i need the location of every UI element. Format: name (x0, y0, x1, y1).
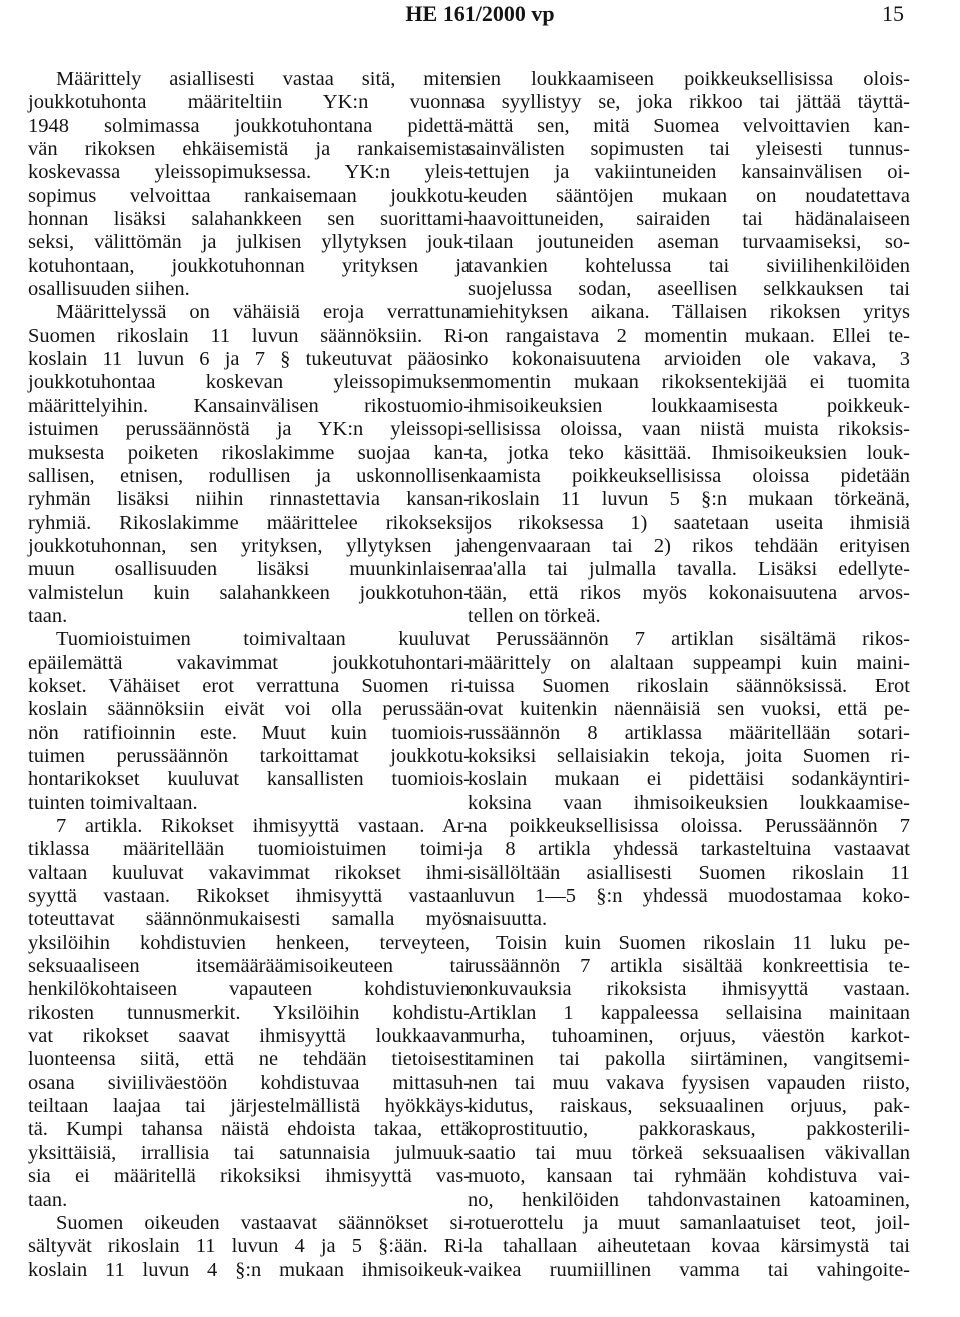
text-line: seksuaaliseen itsemääräämisoikeuteen tai (28, 955, 470, 978)
text-line: onkuvauksia rikoksista ihmisyyttä vastaan. (468, 978, 910, 1001)
text-line: luvun 1—5 §:n yhdessä muodostamaa koko- (468, 885, 910, 908)
text-line: ta, jotka teko käsittää. Ihmisoikeuksien louk- (468, 441, 910, 464)
text-line: ko kokonaisuutena arvioiden ole vakava, 3 (468, 348, 910, 371)
text-line: saatio tai muu törkeä seksuaalisen väkivallan (468, 1141, 910, 1164)
text-line: honnan lisäksi salahankkeen sen suorittami- (28, 208, 470, 231)
text-line: vaikea ruumiillinen vamma tai vahingoite- (468, 1258, 910, 1281)
text-line: sainvälisten sopimusten tai yleisesti tunnus- (468, 138, 910, 161)
text-line: hontarikokset kuuluvat kansallisten tuomiois- (28, 768, 470, 791)
text-line: sa syyllistyy se, joka rikkoo tai jättää täyttä- (468, 91, 910, 114)
text-line: nen tai muu vakava fyysisen vapauden riisto, (468, 1071, 910, 1094)
text-line: ryhmiä. Rikoslakimme määrittelee rikokseksi (28, 511, 470, 534)
text-line: koskevassa yleissopimuksessa. YK:n yleis- (28, 161, 470, 184)
text-line: syyttä vastaan. Rikokset ihmisyyttä vastaan (28, 885, 470, 908)
text-line: sien loukkaamiseen poikkeuksellisissa olois- (468, 68, 910, 90)
text-line: 7 artikla. Rikokset ihmisyyttä vastaan. Ar- (56, 815, 470, 837)
text-line: tettujen ja vakiintuneiden kansainvälisen oi- (468, 161, 910, 184)
text-line: Toisin kuin Suomen rikoslain 11 luku pe- (496, 931, 910, 954)
text-line: tä. Kumpi tahansa näistä ehdoista takaa, että (28, 1118, 470, 1141)
text-line: luonteensa siitä, että ne tehdään tietoisesti (28, 1048, 470, 1071)
text-line: istuimen perussäännöstä ja YK:n yleissopi- (28, 418, 470, 441)
text-line: sisällöltään asiallisesti Suomen rikoslain 11 (468, 861, 910, 884)
text-line: Määrittelyssä on vähäisiä eroja verrattuna (56, 301, 470, 324)
text-line: on rangaistava 2 momentin mukaan. Ellei te- (468, 324, 910, 347)
text-line: kidutus, raiskaus, seksuaalinen orjuus, pak- (468, 1095, 910, 1118)
text-line: ja 8 artikla yhdessä tarkasteltuina vastaavat (468, 838, 910, 861)
text-line: koksiksi sellaisiakin tekoja, joita Suomen ri- (468, 744, 910, 767)
text-line: koksina vaan ihmisoikeuksien loukkaamise- (468, 791, 910, 814)
text-line: jos rikoksessa 1) saatetaan useita ihmisiä (468, 511, 910, 534)
text-line: no, henkilöiden tahdonvastainen katoaminen, (468, 1188, 910, 1211)
text-line: mättä sen, mitä Suomea velvoittavien kan- (468, 114, 910, 137)
text-line: valtaan kuuluvat vakavimmat rikokset ihmi- (28, 861, 470, 884)
text-line: tiklassa määritellään tuomioistuimen toimi- (28, 838, 470, 861)
text-line: taminen tai pakolla siirtäminen, vangitsemi- (468, 1048, 910, 1071)
text-line: tuimen perussäännön tarkoittamat joukkotu- (28, 744, 470, 767)
text-line: Perussäännön 7 artiklan sisältämä rikos- (496, 628, 910, 651)
text-line: määrittely on alaltaan suppeampi kuin maini- (468, 651, 910, 674)
text-line: na poikkeuksellisissa oloissa. Perussäännön 7 (468, 815, 910, 837)
text-line: koprostituutio, pakkoraskaus, pakkosterili- (468, 1118, 910, 1141)
left-text-column (28, 68, 470, 1282)
text-line: haavoittuneiden, sairaiden tai hädänalaiseen (468, 208, 910, 231)
text-line: Tuomioistuimen toimivaltaan kuuluvat (56, 628, 470, 651)
text-line: vat rikokset saavat ihmisyyttä loukkaavan (28, 1025, 470, 1048)
text-line: sopimus velvoittaa rankaisemaan joukkotu- (28, 184, 470, 207)
text-line: joukkotuhonnan, sen yrityksen, yllytyksen ja (28, 534, 470, 557)
text-line: muoto, kansaan tai ryhmään kohdistuva vai- (468, 1165, 910, 1188)
text-line: rikoslain 11 luvun 5 §:n mukaan törkeänä, (468, 488, 910, 511)
text-line: kotuhontaan, joukkotuhonnan yrityksen ja (28, 254, 470, 277)
text-line: sältyvät rikoslain 11 luvun 4 ja 5 §:ään. Ri- (28, 1235, 470, 1258)
text-line: ryhmän lisäksi niihin rinnastettavia kansan- (28, 488, 470, 511)
text-line: hengenvaaraan tai 2) rikos tehdään erityisen (468, 534, 910, 557)
text-line: rikosten tunnusmerkit. Yksilöihin kohdistu- (28, 1001, 470, 1024)
text-line: Artiklan 1 kappaleessa sellaisina mainitaan (468, 1001, 910, 1024)
text-line: rotuerottelu ja muut samanlaatuiset teot, joil- (468, 1211, 910, 1234)
text-line: kaamista poikkeuksellisissa oloissa pidetään (468, 464, 910, 487)
text-line: russäännön 7 artikla sisältää konkreettisia te- (468, 955, 910, 978)
document-id: HE 161/2000 vp (405, 1, 555, 26)
text-line: sia ei määritellä rikoksiksi ihmisyyttä vas- (28, 1165, 470, 1188)
text-line: sallisen, etnisen, rodullisen ja uskonnollisen (28, 464, 470, 487)
text-line: tuissa Suomen rikoslain säännöksissä. Erot (468, 674, 910, 697)
page-header (0, 0, 960, 40)
text-line: taan. (28, 604, 68, 627)
text-line: henkilökohtaiseen vapauteen kohdistuvien (28, 978, 470, 1001)
text-line: suojelussa sodan, aseellisen selkkauksen tai (468, 278, 910, 301)
text-line: yksilöihin kohdistuvien henkeen, terveyteen, (28, 931, 470, 954)
text-line: tään, että rikos myös kokonaisuutena arvos- (468, 581, 910, 604)
text-line: raa'alla tai julmalla tavalla. Lisäksi edellyte- (468, 558, 910, 581)
text-line: taan. (28, 1188, 68, 1211)
text-line: tavankien kohtelussa tai siviilihenkilöiden (468, 254, 910, 277)
text-line: joukkotuhontaa koskevan yleissopimuksen (28, 371, 470, 394)
text-line: la tahallaan aiheutetaan kovaa kärsimystä tai (468, 1235, 910, 1258)
text-line: nön ratifioinnin este. Muut kuin tuomiois- (28, 721, 470, 744)
text-line: koslain säännöksiin eivät voi olla perussään- (28, 698, 470, 721)
text-line: tellen on törkeä. (468, 604, 601, 627)
text-line: tilaan joutuneiden aseman turvaamiseksi, so- (468, 231, 910, 254)
text-line: osallisuuden siihen. (28, 278, 190, 301)
text-line: sellisissa oloissa, vaan niistä muista rikoksis- (468, 418, 910, 441)
text-line: muun osallisuuden lisäksi muunkinlaisen (28, 558, 470, 581)
text-line: tuinten toimivaltaan. (28, 791, 198, 814)
text-line: muksesta poiketen rikoslakimme suojaa kan- (28, 441, 470, 464)
text-line: ovat kuitenkin näennäisiä sen vuoksi, että pe- (468, 698, 910, 721)
text-line: teiltaan laajaa tai järjestelmällistä hyökkäys- (28, 1095, 470, 1118)
text-line: Suomen oikeuden vastaavat säännökset si- (56, 1211, 470, 1234)
text-line: vän rikoksen ehkäisemistä ja rankaisemista (28, 138, 470, 161)
text-line: joukkotuhonta määriteltiin YK:n vuonna (28, 91, 470, 114)
text-line: naisuutta. (468, 908, 548, 931)
text-line: koslain 11 luvun 6 ja 7 § tukeutuvat pääosin (28, 348, 470, 371)
text-line: Suomen rikoslain 11 luvun säännöksiin. Ri- (28, 324, 470, 347)
text-line: Määrittely asiallisesti vastaa sitä, miten (56, 68, 470, 90)
text-line: 1948 solmimassa joukkotuhontana pidettä- (28, 114, 470, 137)
text-line: epäilemättä vakavimmat joukkotuhontari- (28, 651, 470, 674)
right-text-column (468, 68, 910, 1282)
text-line: keuden sääntöjen mukaan on noudatettava (468, 184, 910, 207)
text-line: ihmisoikeuksien loukkaamisesta poikkeuk- (468, 394, 910, 417)
text-line: seksi, välittömän ja julkisen yllytyksen jouk- (28, 231, 470, 254)
text-line: osana siviiliväestöön kohdistuvaa mittasuh- (28, 1071, 470, 1094)
page-number: 15 (882, 1, 904, 26)
text-line: kokset. Vähäiset erot verrattuna Suomen ri- (28, 674, 470, 697)
text-line: valmistelun kuin salahankkeen joukkotuhon- (28, 581, 470, 604)
text-line: toteuttavat säännönmukaisesti samalla myös (28, 908, 470, 931)
text-line: määrittelyihin. Kansainvälisen rikostuomio- (28, 394, 470, 417)
text-line: russäännön 8 artiklassa määritellään sotari- (468, 721, 910, 744)
text-line: koslain 11 luvun 4 §:n mukaan ihmisoikeuk- (28, 1258, 470, 1281)
text-line: yksittäisiä, irrallisia tai satunnaisia julmuuk- (28, 1141, 470, 1164)
text-line: koslain mukaan ei pidettäisi sodankäyntiri- (468, 768, 910, 791)
text-line: miehityksen aikana. Tällaisen rikoksen yritys (468, 301, 910, 324)
text-line: murha, tuhoaminen, orjuus, väestön karkot- (468, 1025, 910, 1048)
text-line: momentin mukaan rikoksentekijää ei tuomita (468, 371, 910, 394)
